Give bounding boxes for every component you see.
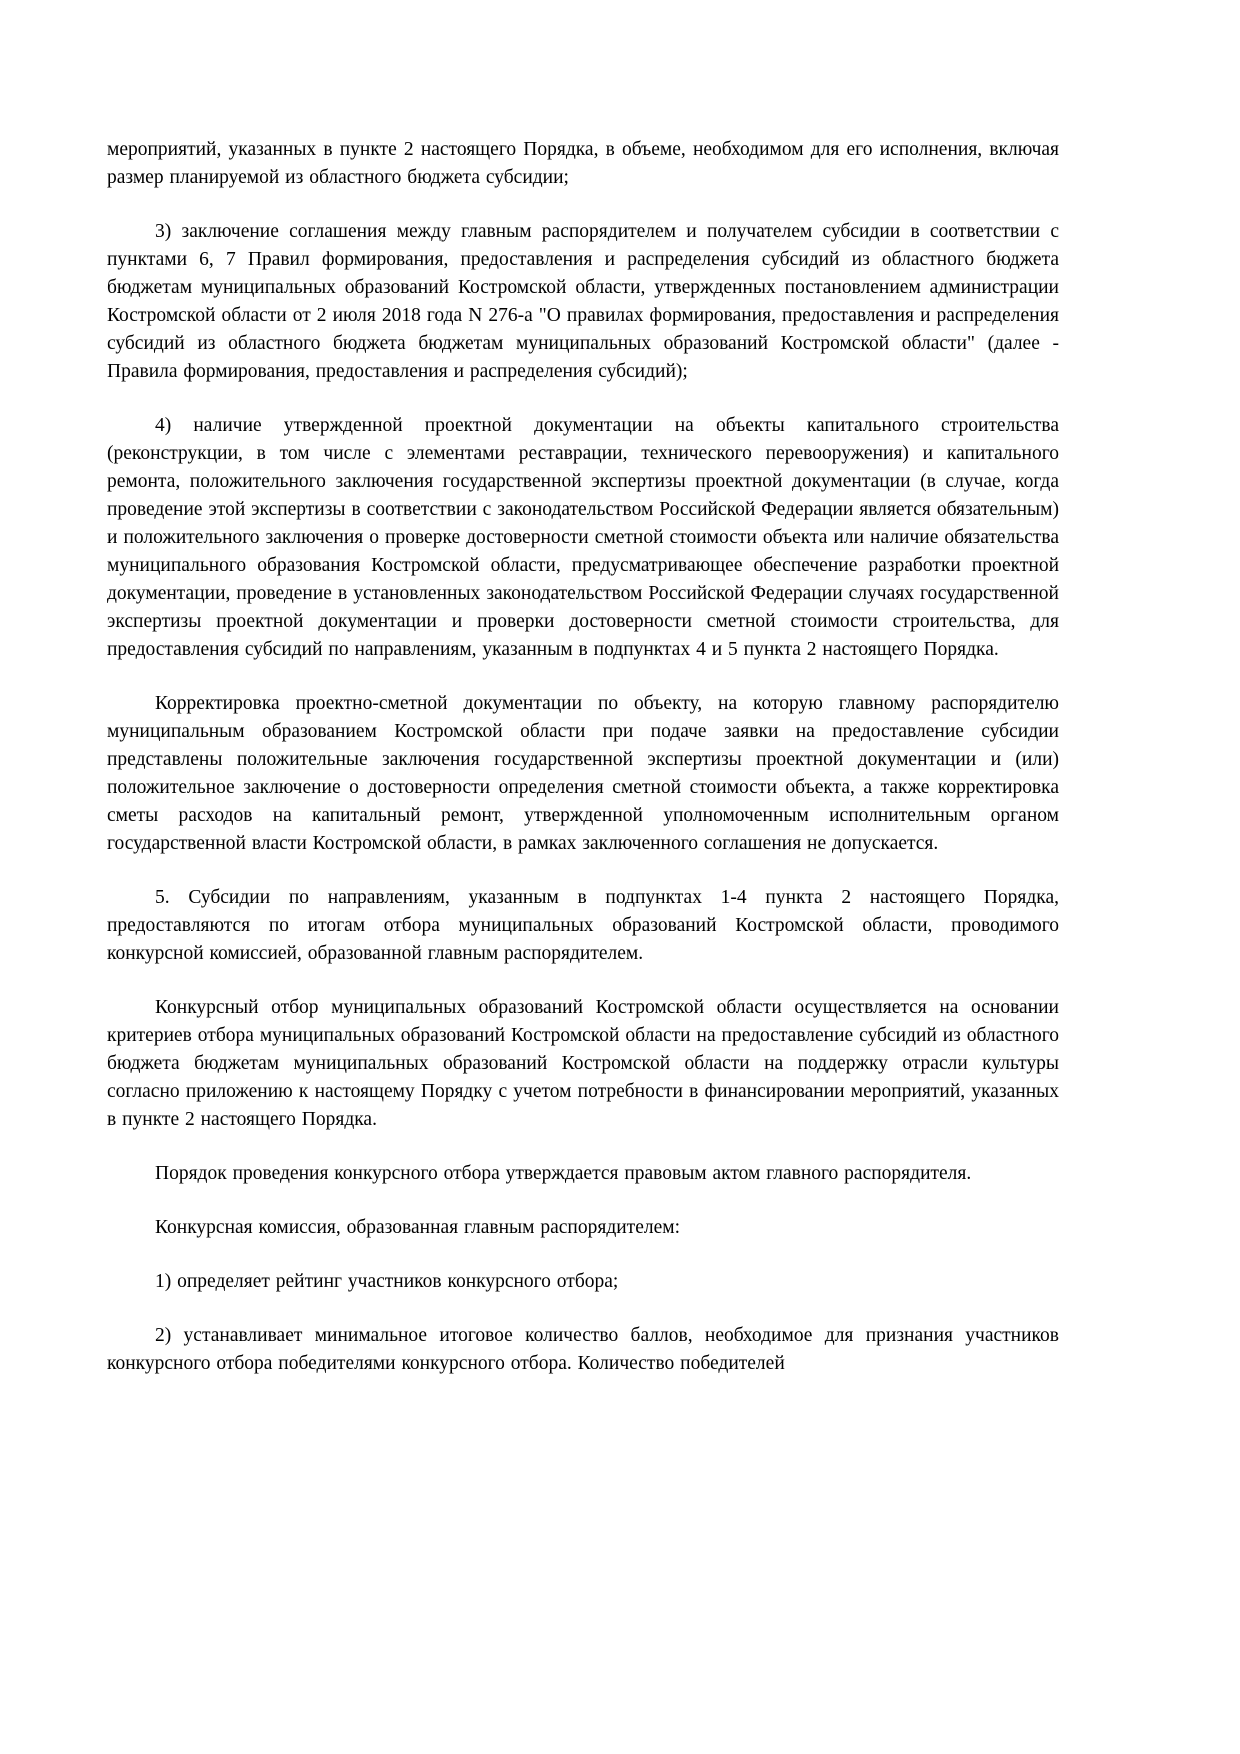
paragraph: Конкурсный отбор муниципальных образований Костромской области осуществляется на основании критериев отбора муниципальных образований Костромской области на предоставление субсидий из областного бюджета бюджетам муниципальных образований Костромской области на поддержку отрасли культуры согласно приложению к настоящему Порядку с учетом потребности в финансировании мероприятий, указанных в пункте 2 настоящего Порядка. (107, 997, 1059, 1130)
paragraph: Конкурсная комиссия, образованная главным распорядителем: (155, 1217, 680, 1238)
paragraph: 4) наличие утвержденной проектной документации на объекты капитального строительства (реконструкции, в том числе с элементами реставрации, технического перевооружения) и капитального ремонта, положительного заключения государственной экспертизы проектной документации (в случае, когда проведение этой экспертизы в соответствии с законодательством Российской Федерации является обязательным) и положительного заключения о проверке достоверности сметной стоимости объекта или наличие обязательства муниципального образования Костромской области, предусматривающее обеспечение разработки проектной документации, проведение в установленных законодательством Российской Федерации случаях государственной экспертизы проектной документации и проверки достоверности сметной стоимости строительства, для предоставления субсидий по направлениям, указанным в подпунктах 4 и 5 пункта 2 настоящего Порядка. (107, 415, 1059, 660)
paragraph: 1) определяет рейтинг участников конкурсного отбора; (155, 1271, 619, 1292)
paragraph: Корректировка проектно-сметной документации по объекту, на которую главному распорядителю муниципальным образованием Костромской области при подаче заявки на предоставление субсидии представлены положительные заключения государственной экспертизы проектной документации и (или) положительное заключение о достоверности определения сметной стоимости объекта, а также корректировка сметы расходов на капитальный ремонт, утвержденной уполномоченным исполнительным органом государственной власти Костромской области, в рамках заключенного соглашения не допускается. (107, 693, 1059, 854)
document-body (107, 136, 1059, 1404)
paragraph: 3) заключение соглашения между главным распорядителем и получателем субсидии в соответствии с пунктами 6, 7 Правил формирования, предоставления и распределения субсидий из областного бюджета бюджетам муниципальных образований Костромской области, утвержденных постановлением администрации Костромской области от 2 июля 2018 года N 276-а "О правилах формирования, предоставления и распределения субсидий из областного бюджета бюджетам муниципальных образований Костромской области" (далее - Правила формирования, предоставления и распределения субсидий); (107, 221, 1059, 382)
paragraph: мероприятий, указанных в пункте 2 настоящего Порядка, в объеме, необходимом для его исполнения, включая размер планируемой из областного бюджета субсидии; (107, 139, 1059, 188)
paragraph: 5. Субсидии по направлениям, указанным в подпунктах 1-4 пункта 2 настоящего Порядка, предоставляются по итогам отбора муниципальных образований Костромской области, проводимого конкурсной комиссией, образованной главным распорядителем. (107, 887, 1059, 964)
paragraph: Порядок проведения конкурсного отбора утверждается правовым актом главного распорядителя. (155, 1163, 972, 1184)
paragraph: 2) устанавливает минимальное итоговое количество баллов, необходимое для признания участников конкурсного отбора победителями конкурсного отбора. Количество победителей (107, 1325, 1059, 1374)
